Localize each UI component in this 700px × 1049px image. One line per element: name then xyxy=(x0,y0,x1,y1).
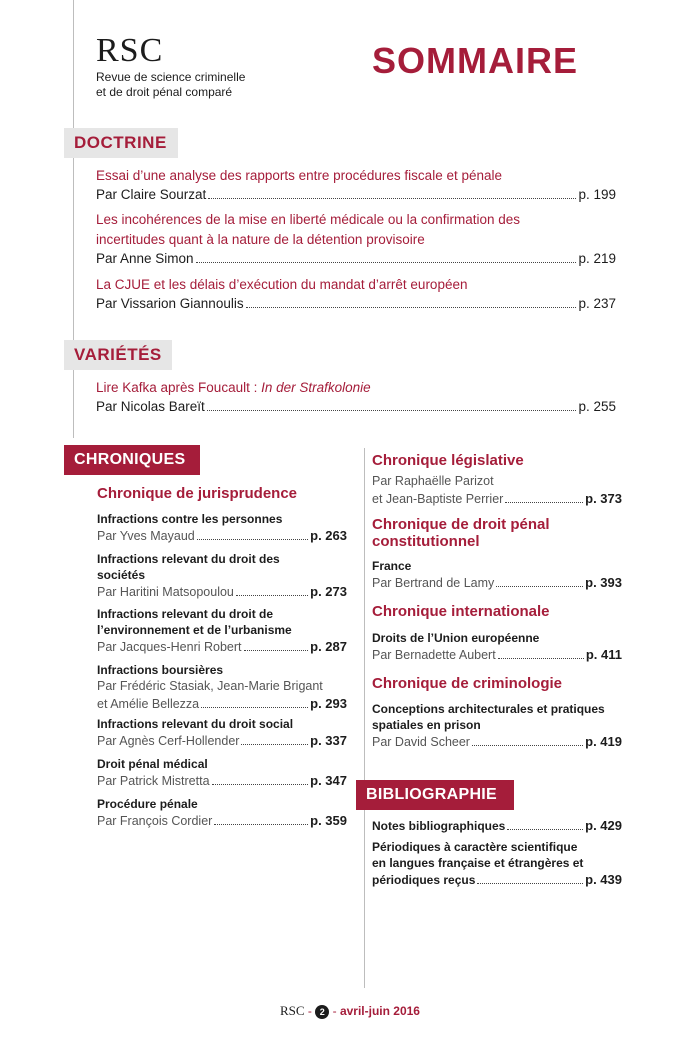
chronique-entry[interactable] xyxy=(372,630,622,664)
dot-leader xyxy=(196,262,577,263)
section-tab-chroniques: CHRONIQUES xyxy=(64,445,200,475)
dot-leader xyxy=(477,883,583,884)
logo-text: RSC xyxy=(96,32,164,69)
biblio-entry[interactable] xyxy=(372,817,622,835)
entry-author: Par Jacques-Henri Robert xyxy=(97,640,242,654)
section-tab-doctrine: DOCTRINE xyxy=(64,128,178,158)
entry-title[interactable]: Infractions contre les personnes xyxy=(97,512,283,526)
entry-line xyxy=(372,646,622,664)
chronique-criminologie-heading: Chronique de criminologie xyxy=(372,675,563,692)
chronique-jurisprudence-heading: Chronique de jurisprudence xyxy=(97,485,298,502)
entry-author: Par Bertrand de Lamy xyxy=(372,576,495,590)
entry-author: Par Haritini Matsopoulou xyxy=(97,585,234,599)
entry-page[interactable]: p. 411 xyxy=(585,647,622,662)
entry-author: Par Nicolas Bareït xyxy=(96,399,205,414)
entry-author: Par Bernadette Aubert xyxy=(372,648,496,662)
entry-page[interactable]: p. 429 xyxy=(585,818,622,833)
entry-page[interactable]: p. 287 xyxy=(310,639,347,654)
dot-leader xyxy=(498,658,584,659)
entry-line xyxy=(372,817,622,835)
entry-title-line2[interactable]: en langues française et étrangères et xyxy=(372,856,584,870)
entry-line xyxy=(96,398,616,416)
entry-line xyxy=(97,583,347,601)
entry-title-line2[interactable]: incertitudes quant à la nature de la détention provisoire xyxy=(96,232,425,247)
entry-line xyxy=(96,186,616,204)
entry-title[interactable]: Essai d’une analyse des rapports entre procédures fiscale et pénale xyxy=(96,168,502,183)
entry-author: Par Patrick Mistretta xyxy=(97,774,210,788)
entry-line xyxy=(97,638,347,656)
entry-page[interactable]: p. 347 xyxy=(310,773,347,788)
entry-title[interactable]: Infractions relevant du droit social xyxy=(97,717,294,731)
dot-leader xyxy=(246,307,577,308)
footer-separator: - xyxy=(304,1004,316,1018)
entry-page[interactable]: p. 255 xyxy=(578,399,616,414)
entry-line xyxy=(96,250,616,268)
chronique-entry[interactable] xyxy=(372,701,622,751)
toc-entry[interactable] xyxy=(96,378,616,416)
chronique-entry[interactable] xyxy=(97,551,347,601)
entry-title-plain: Lire Kafka après Foucault : xyxy=(96,380,262,395)
logo-subtitle-line1: Revue de science criminelle xyxy=(96,70,246,84)
entry-title[interactable]: France xyxy=(372,559,412,573)
entry-line xyxy=(97,527,347,545)
left-vertical-rule xyxy=(73,0,74,438)
entry-author: Par Vissarion Giannoulis xyxy=(96,296,244,311)
entry-author-line1: Par Frédéric Stasiak, Jean-Marie Brigant xyxy=(97,679,323,693)
dot-leader xyxy=(507,829,583,830)
entry-title-italic: In der Strafkolonie xyxy=(261,380,371,395)
entry-title[interactable]: Infractions boursières xyxy=(97,663,224,677)
entry-page[interactable]: p. 439 xyxy=(585,872,622,887)
entry-author: Par Yves Mayaud xyxy=(97,529,195,543)
entry-page[interactable]: p. 219 xyxy=(578,251,616,266)
entry-line xyxy=(97,812,347,830)
dot-leader xyxy=(197,539,308,540)
entry-line xyxy=(372,733,622,751)
entry-author: Par François Cordier xyxy=(97,814,213,828)
chronique-constitutionnel-heading-line1: Chronique de droit pénal xyxy=(372,516,550,533)
entry-title[interactable] xyxy=(96,378,616,398)
entry-page[interactable]: p. 273 xyxy=(310,584,347,599)
entry-author: Par Agnès Cerf-Hollender xyxy=(97,734,240,748)
entry-page[interactable]: p. 373 xyxy=(585,491,622,506)
entry-title-line2[interactable]: spatiales en prison xyxy=(372,718,481,732)
entry-line xyxy=(97,732,347,750)
chronique-constitutionnel-heading-line2: constitutionnel xyxy=(372,533,480,550)
entry-page[interactable]: p. 393 xyxy=(585,575,622,590)
entry-title[interactable]: La CJUE et les délais d’exécution du mandat d’arrêt européen xyxy=(96,277,468,292)
journal-logo xyxy=(96,34,245,100)
entry-author-line1: Par Raphaëlle Parizot xyxy=(372,474,494,488)
entry-title-line2[interactable]: l’environnement et de l’urbanisme xyxy=(97,623,292,637)
entry-title-line1[interactable]: Périodiques à caractère scientifique xyxy=(372,840,578,854)
entry-page[interactable]: p. 237 xyxy=(578,296,616,311)
chronique-entry[interactable] xyxy=(372,558,622,592)
entry-line xyxy=(97,772,347,790)
section-tab-varietes: VARIÉTÉS xyxy=(64,340,172,370)
entry-title-line1[interactable]: Infractions relevant du droit des xyxy=(97,552,280,566)
chronique-entry[interactable] xyxy=(97,606,347,656)
entry-author: Par David Scheer xyxy=(372,735,470,749)
section-tab-bibliographie: BIBLIOGRAPHIE xyxy=(356,780,514,810)
footer-period: avril-juin 2016 xyxy=(339,1004,420,1018)
entry-author: Par Claire Sourzat xyxy=(96,187,207,202)
dot-leader xyxy=(241,744,308,745)
entry-line xyxy=(96,295,616,313)
toc-entry[interactable] xyxy=(96,210,616,268)
center-vertical-rule xyxy=(364,448,365,988)
chronique-entry[interactable] xyxy=(97,511,347,545)
logo-subtitle-line2: et de droit pénal comparé xyxy=(96,85,233,99)
chronique-entry[interactable] xyxy=(97,716,347,750)
entry-page[interactable]: p. 419 xyxy=(585,734,622,749)
entry-line xyxy=(372,490,622,508)
entry-title-line1[interactable]: Conceptions architecturales et pratiques xyxy=(372,702,605,716)
chronique-entry[interactable] xyxy=(372,473,622,508)
entry-page[interactable]: p. 337 xyxy=(310,733,347,748)
toc-entry[interactable] xyxy=(96,166,616,204)
entry-page[interactable]: p. 359 xyxy=(310,813,347,828)
dot-leader xyxy=(244,650,309,651)
entry-page[interactable]: p. 263 xyxy=(310,528,347,543)
entry-line xyxy=(372,574,622,592)
dot-leader xyxy=(207,410,577,411)
entry-title-line1[interactable]: Les incohérences de la mise en liberté médicale ou la confirmation des xyxy=(96,212,520,227)
dot-leader xyxy=(214,824,308,825)
entry-page[interactable]: p. 199 xyxy=(578,187,616,202)
footer-issue-number: 2 xyxy=(315,1005,329,1019)
entry-title-line2[interactable]: sociétés xyxy=(97,568,146,582)
entry-title[interactable]: Notes bibliographiques xyxy=(372,819,506,833)
dot-leader xyxy=(208,198,576,199)
chronique-internationale-heading: Chronique internationale xyxy=(372,603,550,620)
entry-author: et Jean-Baptiste Perrier xyxy=(372,492,504,506)
dot-leader xyxy=(505,502,583,503)
entry-title-line3[interactable]: périodiques reçus xyxy=(372,873,476,887)
toc-entry[interactable] xyxy=(96,275,616,313)
biblio-entry[interactable] xyxy=(372,839,622,889)
dot-leader xyxy=(201,707,308,708)
page-footer xyxy=(0,1003,700,1019)
dot-leader xyxy=(236,595,308,596)
entry-title[interactable]: Droit pénal médical xyxy=(97,757,208,771)
footer-separator: - xyxy=(329,1004,340,1018)
entry-author: et Amélie Bellezza xyxy=(97,697,200,711)
entry-title[interactable]: Droits de l’Union européenne xyxy=(372,631,540,645)
entry-page[interactable]: p. 293 xyxy=(310,696,347,711)
chronique-legislative-heading: Chronique législative xyxy=(372,452,524,469)
entry-title[interactable]: Procédure pénale xyxy=(97,797,198,811)
dot-leader xyxy=(496,586,583,587)
chronique-entry[interactable] xyxy=(97,796,347,830)
entry-title-line1[interactable]: Infractions relevant du droit de xyxy=(97,607,274,621)
footer-journal: RSC xyxy=(280,1003,305,1018)
entry-line xyxy=(97,695,347,713)
chronique-entry[interactable] xyxy=(97,662,347,713)
page-title: SOMMAIRE xyxy=(372,40,578,81)
entry-line xyxy=(372,871,622,889)
dot-leader xyxy=(212,784,309,785)
entry-author: Par Anne Simon xyxy=(96,251,194,266)
dot-leader xyxy=(472,745,583,746)
chronique-entry[interactable] xyxy=(97,756,347,790)
